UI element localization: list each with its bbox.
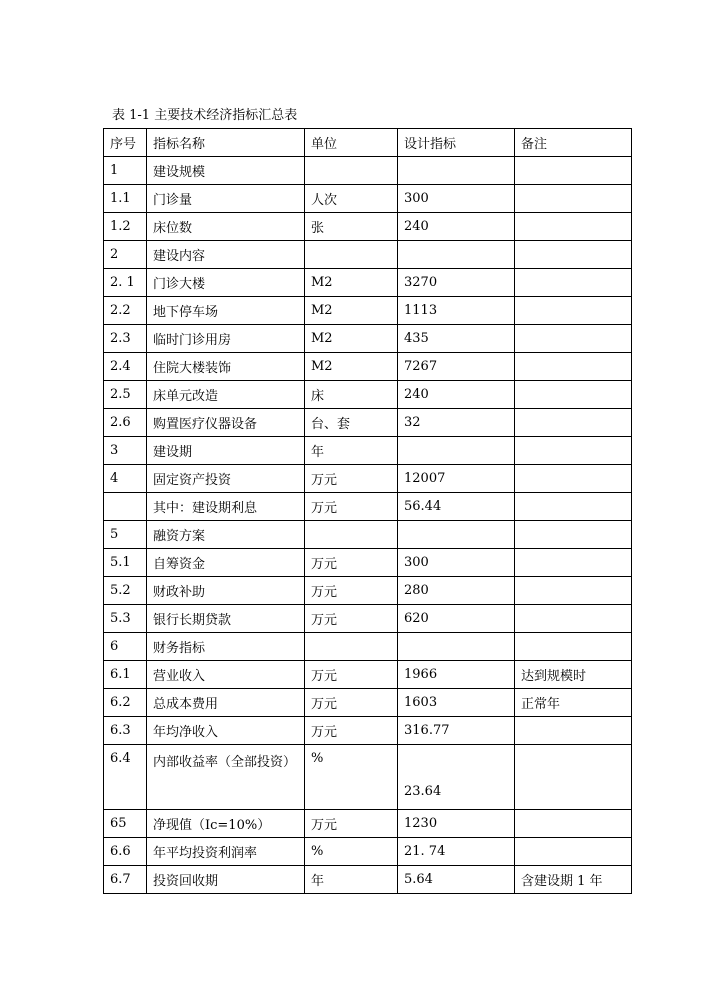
- indicator-table: [103, 128, 632, 894]
- table-cell: 1230: [398, 810, 515, 838]
- table-cell: 240: [398, 381, 515, 409]
- table-cell: 人次: [305, 185, 398, 213]
- table-cell: [515, 297, 632, 325]
- table-cell: [515, 325, 632, 353]
- table-row: [104, 633, 632, 661]
- table-cell: [398, 241, 515, 269]
- table-cell: [305, 157, 398, 185]
- table-cell: 建设期: [147, 437, 305, 465]
- table-cell: 5.2: [104, 577, 147, 605]
- table-cell: 300: [398, 549, 515, 577]
- table-cell: 280: [398, 577, 515, 605]
- table-row: [104, 605, 632, 633]
- table-caption: 表 1-1 主要技术经济指标汇总表: [112, 108, 298, 123]
- table-cell: [515, 633, 632, 661]
- table-cell: 万元: [305, 605, 398, 633]
- table-cell: 建设内容: [147, 241, 305, 269]
- table-cell: 2.5: [104, 381, 147, 409]
- table-cell: 7267: [398, 353, 515, 381]
- table-row: [104, 866, 632, 894]
- table-cell: [515, 269, 632, 297]
- table-cell: [515, 810, 632, 838]
- table-row: [104, 493, 632, 521]
- table-cell: 32: [398, 409, 515, 437]
- header-cell: 序号: [104, 129, 147, 157]
- table-cell: 门诊大楼: [147, 269, 305, 297]
- table-cell: 万元: [305, 549, 398, 577]
- table-cell: [305, 521, 398, 549]
- table-cell: [515, 185, 632, 213]
- table-cell: [515, 493, 632, 521]
- table-cell: 5.3: [104, 605, 147, 633]
- table-cell: [515, 605, 632, 633]
- table-cell: [515, 465, 632, 493]
- table-cell: [515, 353, 632, 381]
- table-cell: 临时门诊用房: [147, 325, 305, 353]
- table-cell: 240: [398, 213, 515, 241]
- table-cell: [515, 157, 632, 185]
- header-cell: 指标名称: [147, 129, 305, 157]
- table-cell: 1603: [398, 689, 515, 717]
- table-cell: %: [305, 838, 398, 866]
- table-cell: 床: [305, 381, 398, 409]
- table-cell: [305, 633, 398, 661]
- table-cell: 21. 74: [398, 838, 515, 866]
- table-cell: [515, 838, 632, 866]
- table-cell: 3: [104, 437, 147, 465]
- table-cell: 2.2: [104, 297, 147, 325]
- table-cell: 融资方案: [147, 521, 305, 549]
- table-cell: 56.44: [398, 493, 515, 521]
- table-cell: 年: [305, 437, 398, 465]
- table-cell: 1966: [398, 661, 515, 689]
- table-cell: 投资回收期: [147, 866, 305, 894]
- table-row: [104, 157, 632, 185]
- table-cell: 自筹资金: [147, 549, 305, 577]
- table-cell: [398, 437, 515, 465]
- table-cell: 4: [104, 465, 147, 493]
- table-cell: M2: [305, 297, 398, 325]
- table-cell: 净现值（Ic=10%）: [147, 810, 305, 838]
- table-cell: 含建设期 1 年: [515, 866, 632, 894]
- table-row: [104, 661, 632, 689]
- table-cell: [104, 493, 147, 521]
- table-cell: 5: [104, 521, 147, 549]
- table-cell: 台、套: [305, 409, 398, 437]
- table-body: [104, 157, 632, 894]
- table-cell: 门诊量: [147, 185, 305, 213]
- table-cell: 地下停车场: [147, 297, 305, 325]
- table-cell: 5.1: [104, 549, 147, 577]
- table-cell: 65: [104, 810, 147, 838]
- table-cell: [515, 549, 632, 577]
- table-cell: 6.7: [104, 866, 147, 894]
- table-cell: %: [305, 745, 398, 810]
- table-cell: [515, 409, 632, 437]
- table-cell: M2: [305, 353, 398, 381]
- table-cell: 6.6: [104, 838, 147, 866]
- table-cell: 2.3: [104, 325, 147, 353]
- table-cell: [398, 633, 515, 661]
- table-cell: 435: [398, 325, 515, 353]
- table-row: [104, 269, 632, 297]
- table-cell: [515, 745, 632, 810]
- table-cell: 购置医疗仪器设备: [147, 409, 305, 437]
- table-cell: 银行长期贷款: [147, 605, 305, 633]
- table-cell: [398, 521, 515, 549]
- table-cell: [515, 381, 632, 409]
- table-row: [104, 437, 632, 465]
- table-cell: 万元: [305, 661, 398, 689]
- table-row: [104, 549, 632, 577]
- table-cell: 6.4: [104, 745, 147, 810]
- table-cell: M2: [305, 325, 398, 353]
- table-cell: [515, 437, 632, 465]
- table-row: [104, 241, 632, 269]
- table-row: [104, 689, 632, 717]
- table-cell: 1: [104, 157, 147, 185]
- table-cell: 床单元改造: [147, 381, 305, 409]
- table-cell: 12007: [398, 465, 515, 493]
- header-cell: 单位: [305, 129, 398, 157]
- table-cell: 6: [104, 633, 147, 661]
- table-row: [104, 577, 632, 605]
- table-row: [104, 381, 632, 409]
- table-row: [104, 717, 632, 745]
- table-cell: M2: [305, 269, 398, 297]
- table-cell: 万元: [305, 577, 398, 605]
- table-cell: 财政补助: [147, 577, 305, 605]
- table-cell: [515, 577, 632, 605]
- table-cell: 1.1: [104, 185, 147, 213]
- table-cell: 建设规模: [147, 157, 305, 185]
- table-cell: 6.1: [104, 661, 147, 689]
- table-cell: 达到规模时: [515, 661, 632, 689]
- table-row: [104, 745, 632, 810]
- table-cell: 住院大楼装饰: [147, 353, 305, 381]
- table-cell: 6.3: [104, 717, 147, 745]
- header-cell: 备注: [515, 129, 632, 157]
- table-row: [104, 465, 632, 493]
- table-cell: [515, 241, 632, 269]
- table-row: [104, 185, 632, 213]
- table-cell: 2.6: [104, 409, 147, 437]
- table-cell: 300: [398, 185, 515, 213]
- table-cell: [515, 717, 632, 745]
- table-cell: 其中：建设期利息: [147, 493, 305, 521]
- table-cell: 内部收益率（全部投资）: [147, 745, 305, 810]
- table-cell: 6.2: [104, 689, 147, 717]
- header-cell: 设计指标: [398, 129, 515, 157]
- table-row: [104, 213, 632, 241]
- table-cell: 万元: [305, 717, 398, 745]
- table-cell: 316.77: [398, 717, 515, 745]
- table-cell: 营业收入: [147, 661, 305, 689]
- table-cell: 23.64: [398, 745, 515, 810]
- table-cell: 3270: [398, 269, 515, 297]
- table-row: [104, 297, 632, 325]
- table-row: [104, 353, 632, 381]
- table-cell: 张: [305, 213, 398, 241]
- table-cell: 总成本费用: [147, 689, 305, 717]
- table-cell: 万元: [305, 465, 398, 493]
- table-cell: 万元: [305, 493, 398, 521]
- table-cell: 财务指标: [147, 633, 305, 661]
- table-row: [104, 838, 632, 866]
- table-cell: [515, 213, 632, 241]
- table-cell: [398, 157, 515, 185]
- table-row: [104, 325, 632, 353]
- table-cell: 2: [104, 241, 147, 269]
- table-cell: 620: [398, 605, 515, 633]
- table-cell: 万元: [305, 810, 398, 838]
- table-row: [104, 810, 632, 838]
- table-cell: 年平均投资利润率: [147, 838, 305, 866]
- table-row: [104, 409, 632, 437]
- table-cell: 年均净收入: [147, 717, 305, 745]
- table-header-row: [104, 129, 632, 157]
- table-cell: 2.4: [104, 353, 147, 381]
- table-cell: 床位数: [147, 213, 305, 241]
- table-cell: [515, 521, 632, 549]
- table-cell: 正常年: [515, 689, 632, 717]
- table-cell: [305, 241, 398, 269]
- table-cell: 固定资产投资: [147, 465, 305, 493]
- table-cell: 5.64: [398, 866, 515, 894]
- table-cell: 万元: [305, 689, 398, 717]
- table-cell: 年: [305, 866, 398, 894]
- table-cell: 2. 1: [104, 269, 147, 297]
- table-row: [104, 521, 632, 549]
- table-cell: 1.2: [104, 213, 147, 241]
- table-cell: 1113: [398, 297, 515, 325]
